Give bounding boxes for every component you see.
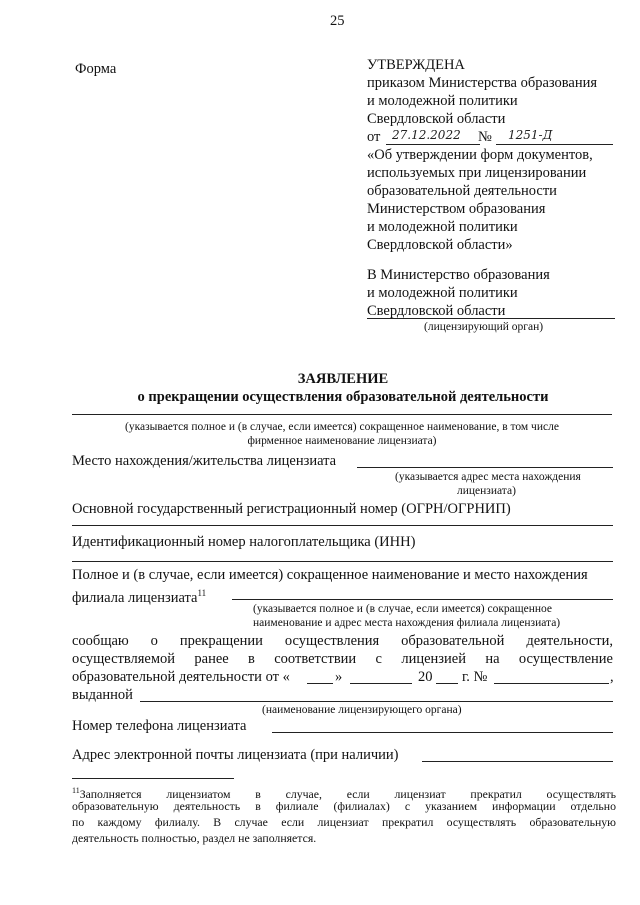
approval-number-handwritten: 1251-Д xyxy=(508,128,553,142)
branch-caption: (указывается полное и (в случае, если имеется) сокращенное xyxy=(253,603,553,615)
document-title: ЗАЯВЛЕНИЕ xyxy=(297,371,389,387)
approval-date-handwritten: 27.12.2022 xyxy=(392,128,461,142)
location-caption: лицензиата) xyxy=(457,485,516,497)
report-line-3b: » xyxy=(335,669,343,685)
license-month-field[interactable] xyxy=(350,683,412,684)
name-caption: (указывается полное и (в случае, если имеется) сокращенное наименование, в том числе xyxy=(125,421,559,433)
approval-quote-line: и молодежной политики xyxy=(367,219,518,235)
addressee-line: и молодежной политики xyxy=(367,285,518,301)
approval-line: и молодежной политики xyxy=(367,93,518,109)
footnote-marker: 11 xyxy=(72,786,80,795)
branch-label: Полное и (в случае, если имеется) сокращенное наименование и место нахождения xyxy=(72,567,588,583)
name-caption: фирменное наименование лицензиата) xyxy=(247,435,437,447)
branch-caption: наименование и адрес места нахождения филиала лицензиата) xyxy=(253,617,561,629)
issued-label: выданной xyxy=(72,687,133,703)
footnote-separator xyxy=(72,778,234,779)
footnote-line-1: $^{11}$Заполняется лицензиатом в случае, если лицензиат прекратил осуществлять xyxy=(72,786,616,801)
approval-date-prefix: от xyxy=(367,129,381,145)
report-line: осуществляемой ранее в соответствии с лицензией на осуществление xyxy=(72,651,613,667)
license-day-field[interactable] xyxy=(307,683,333,684)
approval-line: Свердловской области xyxy=(367,111,506,127)
location-caption: (указывается адрес места нахождения xyxy=(395,471,581,483)
inn-label: Идентификационный номер налогоплательщика (ИНН) xyxy=(72,534,416,550)
email-label: Адрес электронной почты лицензиата (при наличии) xyxy=(72,747,399,763)
approval-line: приказом Министерства образования xyxy=(367,75,598,91)
license-number-field[interactable] xyxy=(494,683,609,684)
location-label: Место нахождения/жительства лицензиата xyxy=(72,453,337,469)
phone-field-line[interactable] xyxy=(272,732,613,733)
inn-field-line[interactable] xyxy=(72,561,613,562)
footnote-line: по каждому филиалу. В случае если лицензиат прекратил осуществлять образовательную xyxy=(72,815,616,829)
page-number: 25 xyxy=(330,13,345,29)
issuer-field-line[interactable] xyxy=(140,701,613,702)
location-field-line[interactable] xyxy=(357,467,613,468)
report-line-3d: г. № xyxy=(462,669,488,685)
approval-quote-line: Министерством образования xyxy=(367,201,546,217)
approval-quote-line: используемых при лицензировании xyxy=(367,165,587,181)
approval-number-prefix: № xyxy=(478,129,492,145)
approval-title: УТВЕРЖДЕНА xyxy=(367,57,465,73)
form-label: Форма xyxy=(75,61,117,77)
ogrn-label: Основной государственный регистрационный номер (ОГРН/ОГРНИП) xyxy=(72,501,511,517)
addressee-caption: (лицензирующий орган) xyxy=(424,321,544,333)
name-field-line[interactable] xyxy=(72,414,612,415)
email-field-line[interactable] xyxy=(422,761,613,762)
license-year-field[interactable] xyxy=(436,683,458,684)
addressee-line: Свердловской области xyxy=(367,303,506,319)
branch-label-2: филиала лицензиата$^{11}$ xyxy=(72,588,207,606)
report-line-3e: , xyxy=(610,669,614,685)
phone-label: Номер телефона лицензиата xyxy=(72,718,247,734)
branch-field-line[interactable] xyxy=(232,599,613,600)
footnote-ref: 11 xyxy=(197,588,207,598)
approval-quote-line: Свердловской области» xyxy=(367,237,513,253)
ogrn-field-line[interactable] xyxy=(72,525,613,526)
addressee-line: В Министерство образования xyxy=(367,267,550,283)
footnote-line: деятельность полностью, раздел не заполняется. xyxy=(72,831,317,845)
report-line: сообщаю о прекращении осуществления образовательной деятельности, xyxy=(72,633,613,649)
approval-quote-line: «Об утверждении форм документов, xyxy=(367,147,593,163)
document-subtitle: о прекращении осуществления образовательной деятельности xyxy=(137,389,549,405)
issuer-caption: (наименование лицензирующего органа) xyxy=(262,704,462,716)
footnote-line: образовательную деятельность в филиале (филиалах) с указанием информации отдельно xyxy=(72,799,616,813)
report-line-3a: образовательной деятельности от « xyxy=(72,669,290,685)
report-line-3c: 20 xyxy=(418,669,433,685)
approval-quote-line: образовательной деятельности xyxy=(367,183,557,199)
